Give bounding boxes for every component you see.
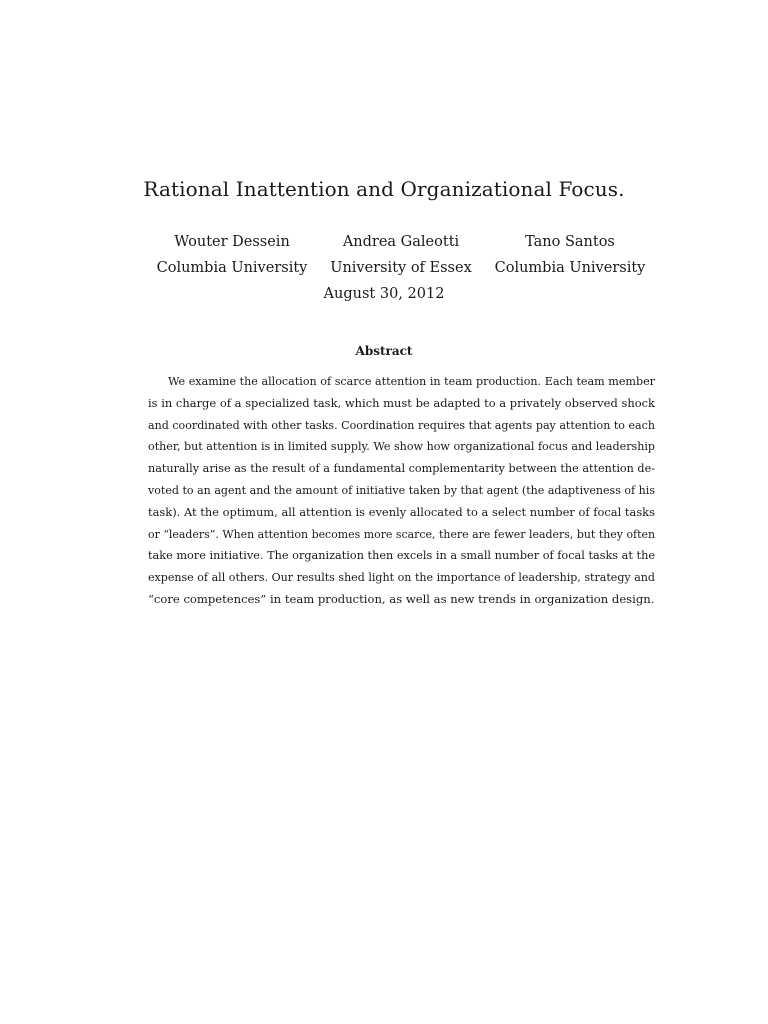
author-name: Andrea Galeotti <box>342 234 460 250</box>
paper-title: Rational Inattention and Organizational Focus. <box>143 177 625 201</box>
abstract-body <box>148 371 655 611</box>
abstract-line: and coordinated with other tasks. Coordination requires that agents pay attention to each <box>148 418 655 432</box>
author-entry <box>311 229 491 281</box>
author-affiliation: Columbia University <box>156 260 308 276</box>
abstract-line: or “leaders”. When attention becomes more scarce, there are fewer leaders, but they often <box>148 527 655 541</box>
author-entry <box>142 229 322 281</box>
abstract-line: other, but attention is in limited supply. We show how organizational focus and leadership <box>148 440 656 454</box>
author-affiliation: Columbia University <box>494 260 646 276</box>
abstract-heading: Abstract <box>355 344 413 358</box>
paper-date: August 30, 2012 <box>323 286 445 302</box>
abstract-line: expense of all others. Our results shed light on the importance of leadership, strategy and <box>148 571 655 585</box>
abstract-line: voted to an agent and the amount of initiative taken by that agent (the adaptiveness of his <box>148 483 655 497</box>
abstract-line: task). At the optimum, all attention is evenly allocated to a select number of focal tasks <box>148 504 655 519</box>
abstract-line: “core competences” in team production, as well as new trends in organization design. <box>148 591 655 606</box>
author-entry <box>480 229 660 281</box>
abstract-line: We examine the allocation of scarce attention in team production. Each team member <box>168 375 655 388</box>
abstract-line: naturally arise as the result of a fundamental complementarity between the attention de- <box>148 462 655 476</box>
abstract-line: is in charge of a specialized task, which must be adapted to a privately observed shock <box>148 395 655 410</box>
author-affiliation: University of Essex <box>330 260 472 276</box>
author-name: Tano Santos <box>525 234 615 250</box>
author-name: Wouter Dessein <box>174 234 290 250</box>
abstract-line: take more initiative. The organization then excels in a small number of focal tasks at the <box>148 549 655 563</box>
